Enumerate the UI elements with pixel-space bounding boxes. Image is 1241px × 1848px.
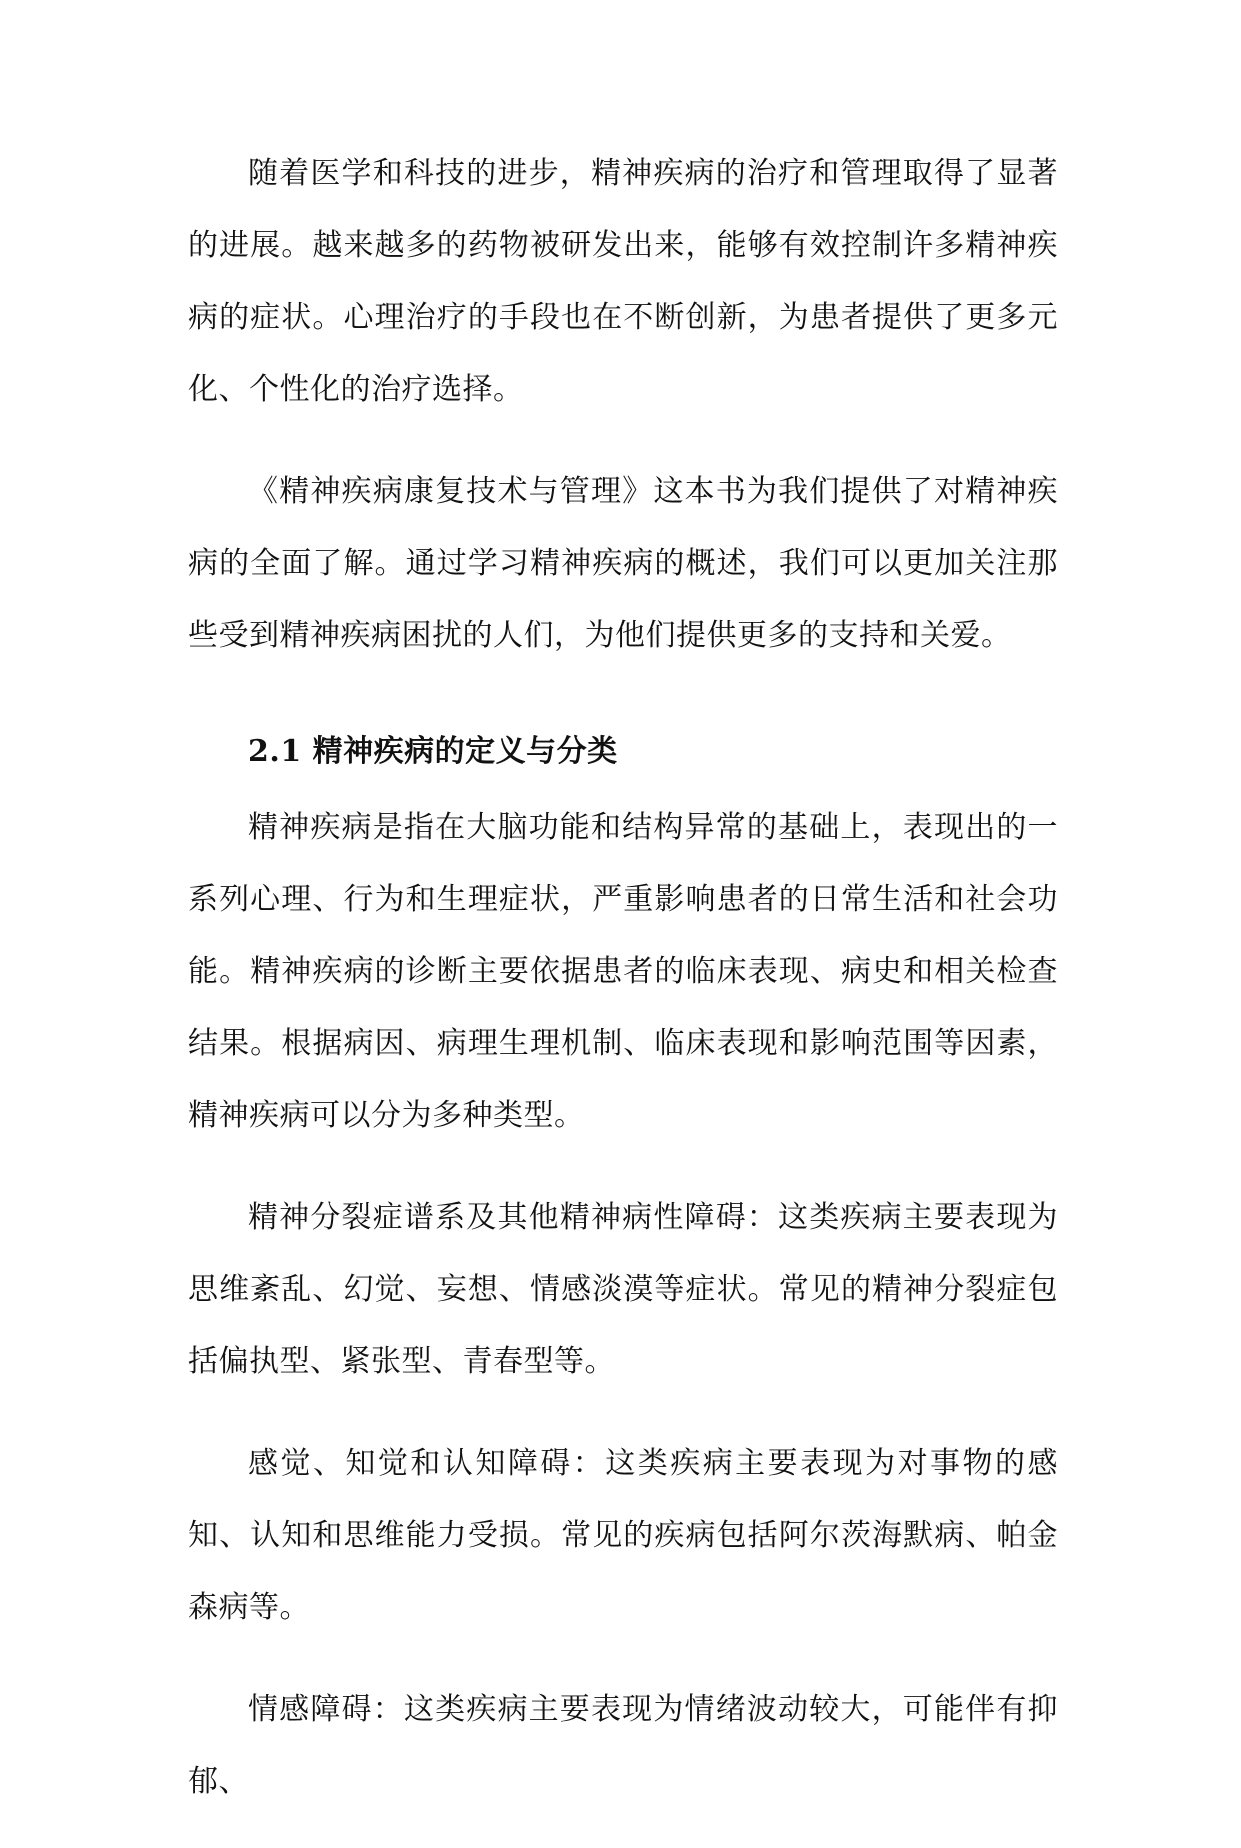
- paragraph-affective-disorders: 情感障碍：这类疾病主要表现为情绪波动较大，可能伴有抑郁、: [188, 1692, 1058, 1799]
- paragraph-definition: 精神疾病是指在大脑功能和结构异常的基础上，表现出的一系列心理、行为和生理症状，严重影响患者的日常生活和社会功能。精神疾病的诊断主要依据患者的临床表现、病史和相关检查结果。根据病因、病理生理机制、临床表现和影响范围等因素，精神疾病可以分为多种类型。: [188, 810, 1058, 1133]
- paragraph-book-intro: 《精神疾病康复技术与管理》这本书为我们提供了对精神疾病的全面了解。通过学习精神疾病的概述，我们可以更加关注那些受到精神疾病困扰的人们，为他们提供更多的支持和关爱。: [188, 474, 1058, 653]
- paragraph-cognitive-disorders: 感觉、知觉和认知障碍：这类疾病主要表现为对事物的感知、认知和思维能力受损。常见的疾病包括阿尔茨海默病、帕金森病等。: [188, 1446, 1058, 1625]
- paragraph-schizophrenia: 精神分裂症谱系及其他精神病性障碍：这类疾病主要表现为思维紊乱、幻觉、妄想、情感淡漠等症状。常见的精神分裂症包括偏执型、紧张型、青春型等。: [188, 1200, 1058, 1379]
- section-heading: 2.1 精神疾病的定义与分类: [248, 734, 618, 769]
- document-body: [188, 138, 1058, 1848]
- paragraph-treatment-progress: 随着医学和科技的进步，精神疾病的治疗和管理取得了显著的进展。越来越多的药物被研发出来，能够有效控制许多精神疾病的症状。心理治疗的手段也在不断创新，为患者提供了更多元化、个性化的治疗选择。: [188, 156, 1058, 407]
